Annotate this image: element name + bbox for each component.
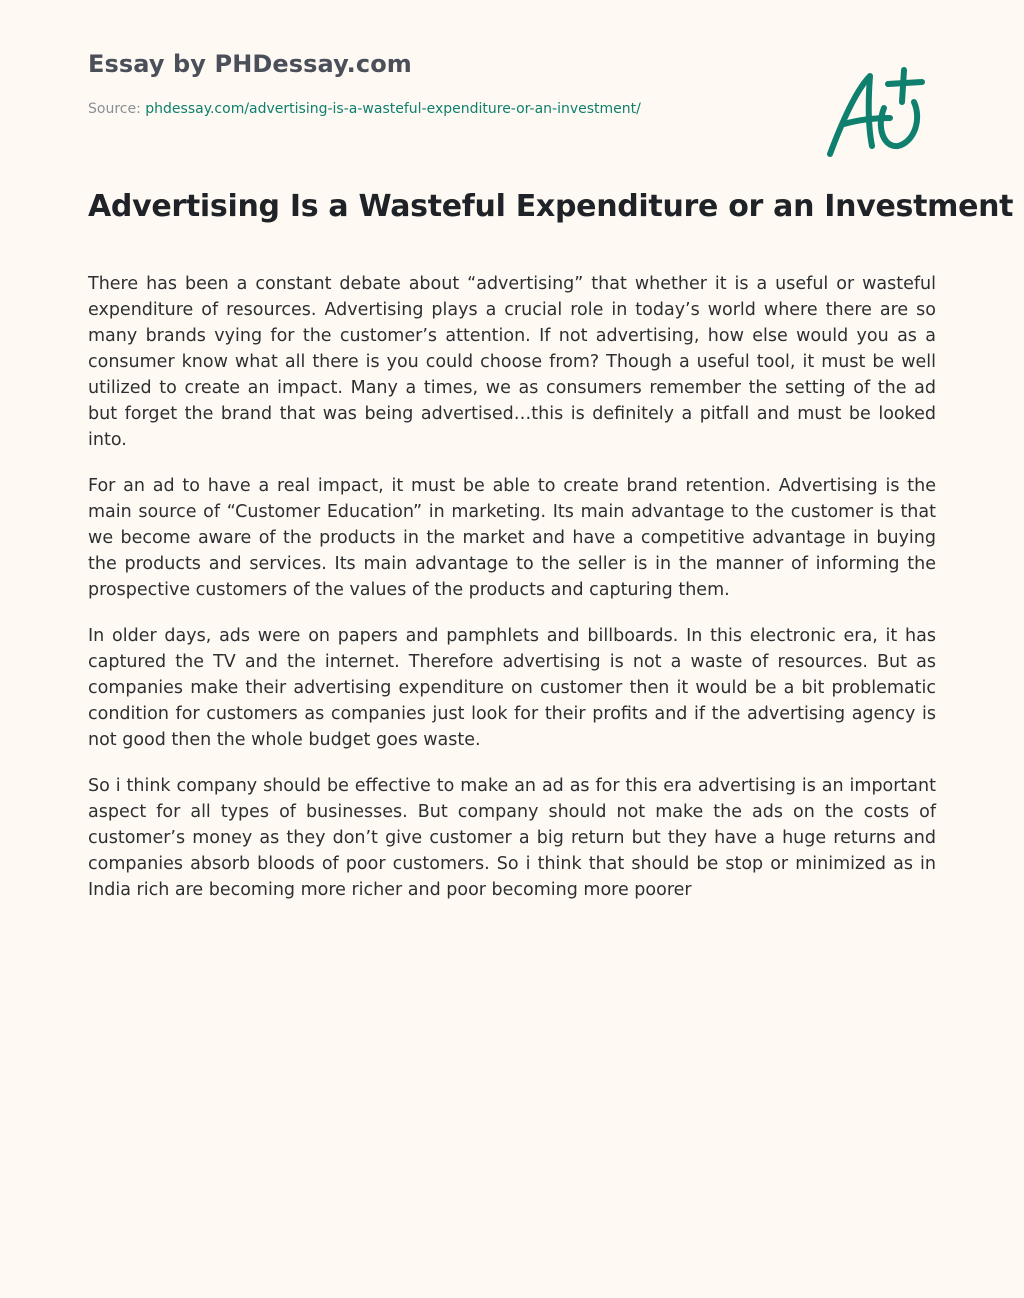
essay-paragraph: So i think company should be effective to make an ad as for this era advertising is an important aspect for all types of businesses. But company should not make the ads on the costs of customer’s money as they don’t give customer a big return but they have a huge returns and companies absorb bloods of poor customers. So i think that should be stop or minimized as in India rich are becoming more richer and poor becoming more poorer [88, 776, 936, 900]
a-plus-grade-icon [818, 62, 930, 162]
source-label: Source: [88, 101, 146, 117]
source-line [88, 101, 641, 117]
site-brand: Essay by PHDessay.com [88, 50, 412, 78]
essay-body [88, 271, 936, 923]
essay-paragraph: For an ad to have a real impact, it must be able to create brand retention. Advertising is the main source of “Customer Education” in marketing. Its main advantage to the customer is that we become aware of the products in the market and have a competitive advantage in buying the products and services. Its main advantage to the seller is in the manner of informing the prospective customers of the values of the products and capturing them. [88, 476, 936, 600]
essay-title: Advertising Is a Wasteful Expenditure or an Investment [88, 189, 1014, 224]
essay-paragraph: There has been a constant debate about “advertising” that whether it is a useful or wasteful expenditure of resources. Advertising plays a crucial role in today’s world where there are so many brands vying for the customer’s attention. If not advertising, how else would you as a consumer know what all there is you could choose from? Though a useful tool, it must be well utilized to create an impact. Many a times, we as consumers remember the setting of the ad but forget the brand that was being advertised…this is definitely a pitfall and must be looked into. [88, 274, 936, 450]
essay-paragraph: In older days, ads were on papers and pamphlets and billboards. In this electronic era, it has captured the TV and the internet. Therefore advertising is not a waste of resources. But as companies make their advertising expenditure on customer then it would be a bit problematic condition for customers as companies just look for their profits and if the advertising agency is not good then the whole budget goes waste. [88, 626, 936, 750]
source-link[interactable]: phdessay.com/advertising-is-a-wasteful-expenditure-or-an-investment/ [145, 101, 641, 117]
